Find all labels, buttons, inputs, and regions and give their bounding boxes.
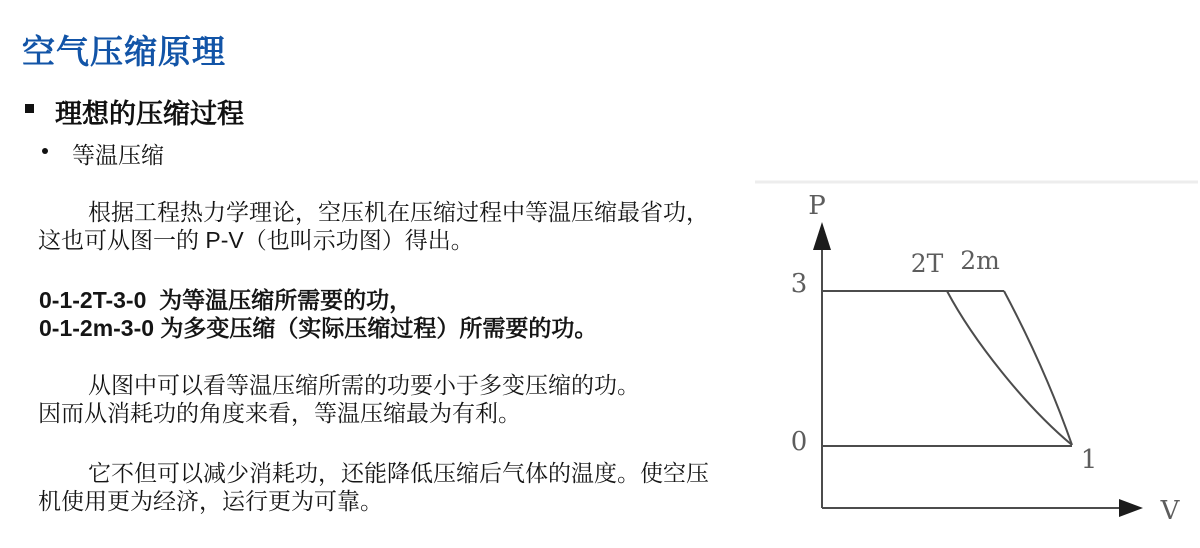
- pv-diagram-svg: [753, 178, 1200, 548]
- work-polytropic-line: 0-1-2m-3-0 为多变压缩（实际压缩过程）所需要的功。: [39, 315, 598, 341]
- dot-bullet-icon: [42, 148, 48, 154]
- paragraph4-line1: 它不但可以减少消耗功，还能降低压缩后气体的温度。使空压: [88, 460, 709, 486]
- v-axis-label: V: [1160, 496, 1180, 526]
- paragraph3-line2: 因而从消耗功的角度来看，等温压缩最为有利。: [38, 400, 521, 426]
- page-title: 空气压缩原理: [22, 33, 226, 70]
- square-bullet-icon: [25, 104, 34, 113]
- paragraph1-line1: 根据工程热力学理论，空压机在压缩过程中等温压缩最省功，: [88, 199, 709, 225]
- point-2m-label: 2m: [960, 246, 1000, 275]
- isothermal-curve-2T-1: [947, 291, 1072, 445]
- p-axis-label: P: [808, 191, 826, 221]
- p-axis-arrow-icon: [813, 222, 831, 250]
- pressure-3-label: 3: [790, 269, 808, 299]
- v-axis-arrow-icon: [1119, 499, 1143, 517]
- work-isothermal-line: 0-1-2T-3-0 为等温压缩所需要的功，: [39, 287, 413, 313]
- point-2T-label: 2T: [910, 249, 944, 278]
- polytropic-curve-2m-1: [1004, 291, 1072, 445]
- section-heading: 理想的压缩过程: [55, 99, 244, 129]
- sub-heading: 等温压缩: [72, 142, 164, 168]
- pressure-0-label: 0: [790, 427, 808, 457]
- paragraph4-line2: 机使用更为经济，运行更为可靠。: [38, 488, 383, 514]
- paragraph1-line2: 这也可从图一的 P-V（也叫示功图）得出。: [38, 227, 474, 253]
- point-1-label: 1: [1080, 445, 1098, 475]
- pv-diagram: [753, 178, 1200, 548]
- paragraph3-line1: 从图中可以看等温压缩所需的功要小于多变压缩的功。: [88, 372, 640, 398]
